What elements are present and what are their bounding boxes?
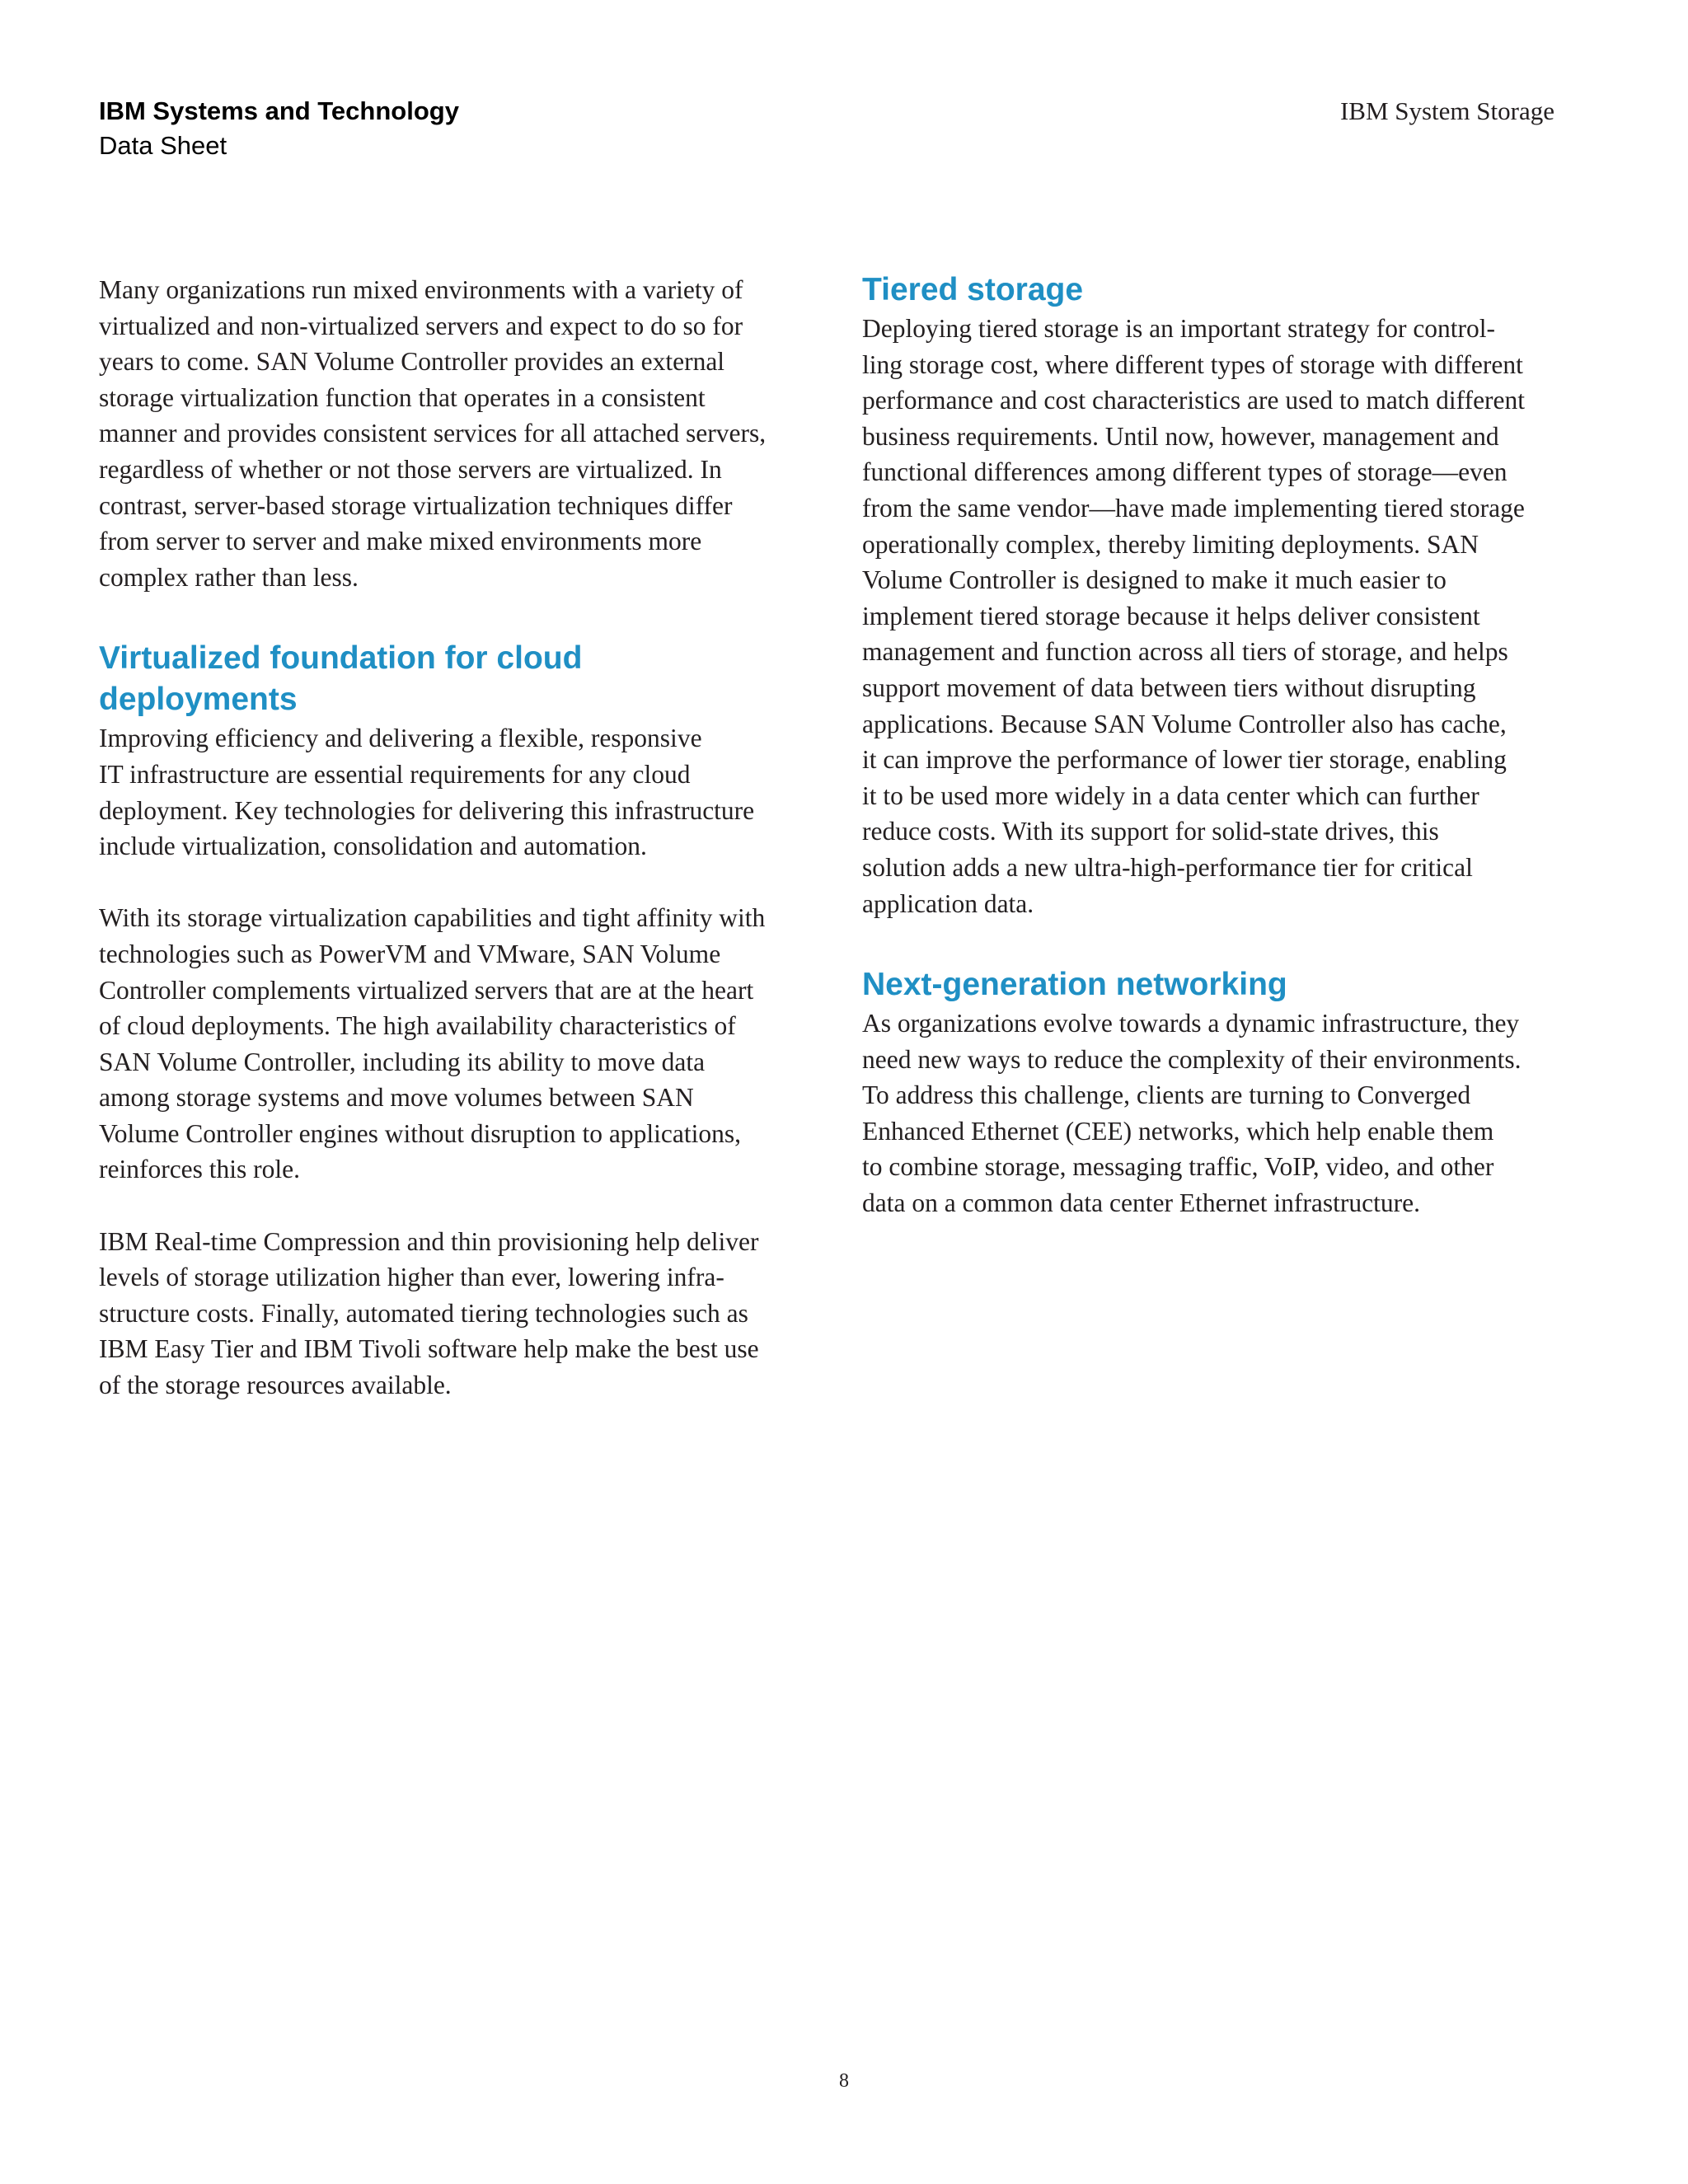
left-column — [99, 272, 795, 1404]
networking-section-heading: Next-generation networking — [862, 967, 1287, 1003]
header-brand: IBM Systems and Technology — [99, 96, 459, 125]
page-header-left — [99, 94, 459, 163]
right-column — [862, 272, 1559, 1221]
cloud-section-heading: Virtualized foundation for cloud deployments — [99, 640, 583, 718]
page-number: 8 — [839, 2070, 849, 2092]
tiered-section-heading: Tiered storage — [862, 272, 1084, 307]
networking-paragraph: As organizations evolve towards a dynamic infrastructure, they need new ways to reduce the complexity of their environments. To address this challenge, clients are turning to Converged Enhanced Ethernet (CEE) networks, which help enable them to combine storage, messaging traffic, VoIP, video, and other data on a common data center Ethernet infrastructure. — [862, 1009, 1522, 1218]
tiered-paragraph: Deploying tiered storage is an important strategy for control- ling storage cost, where different types of storage with different performance and cost characteristics are used to match different business requirements. Until now, however, management and functional differences among different types of storage—even from the same vendor—have made implementing tiered storage operationally complex, thereby limiting deployments. SAN Volume Controller is designed to make it much easier to implement tiered storage because it helps deliver consistent management and function across all tiers of storage, and helps support movement of data between tiers without disrupting applications. Because SAN Volume Controller also has cache, it can improve the performance of lower tier storage, enabling it to be used more widely in a data center which can further reduce costs. With its support for solid-state drives, this solution adds a new ultra-high-performance tier for critical application data. — [862, 314, 1526, 918]
header-doc-type: Data Sheet — [99, 131, 227, 160]
cloud-paragraph-2: With its storage virtualization capabilities and tight affinity with technologies such as PowerVM and VMware, SAN Volume Controller complements virtualized servers that are at the heart of cloud deployments. The high availability characteristics of SAN Volume Controller, including its ability to move data among storage systems and move volumes between SAN Volume Controller engines without disruption to applications, reinforces this role. — [99, 903, 766, 1184]
cloud-paragraph-3: IBM Real-time Compression and thin provisioning help deliver levels of storage utilization higher than ever, lowering infra- structure costs. Finally, automated tiering technologies such as IBM Easy Tier and IBM Tivoli software help make the best use of the storage resources available. — [99, 1226, 759, 1400]
intro-paragraph: Many organizations run mixed environments with a variety of virtualized and non-virtualized servers and expect to do so for years to come. SAN Volume Controller provides an external storage virtualization function that operates in a consistent manner and provides consistent services for all attached servers, regardless of whether or not those servers are virtualized. In contrast, server-based storage virtualization techniques differ from server to server and make mixed environments more complex rather than less. — [99, 275, 767, 592]
header-product: IBM System Storage — [1339, 96, 1554, 125]
cloud-paragraph-1: Improving efficiency and delivering a flexible, responsive IT infrastructure are essential requirements for any cloud deployment. Key technologies for delivering this infrastructure include virtualization, consolidation and automation. — [99, 724, 755, 861]
